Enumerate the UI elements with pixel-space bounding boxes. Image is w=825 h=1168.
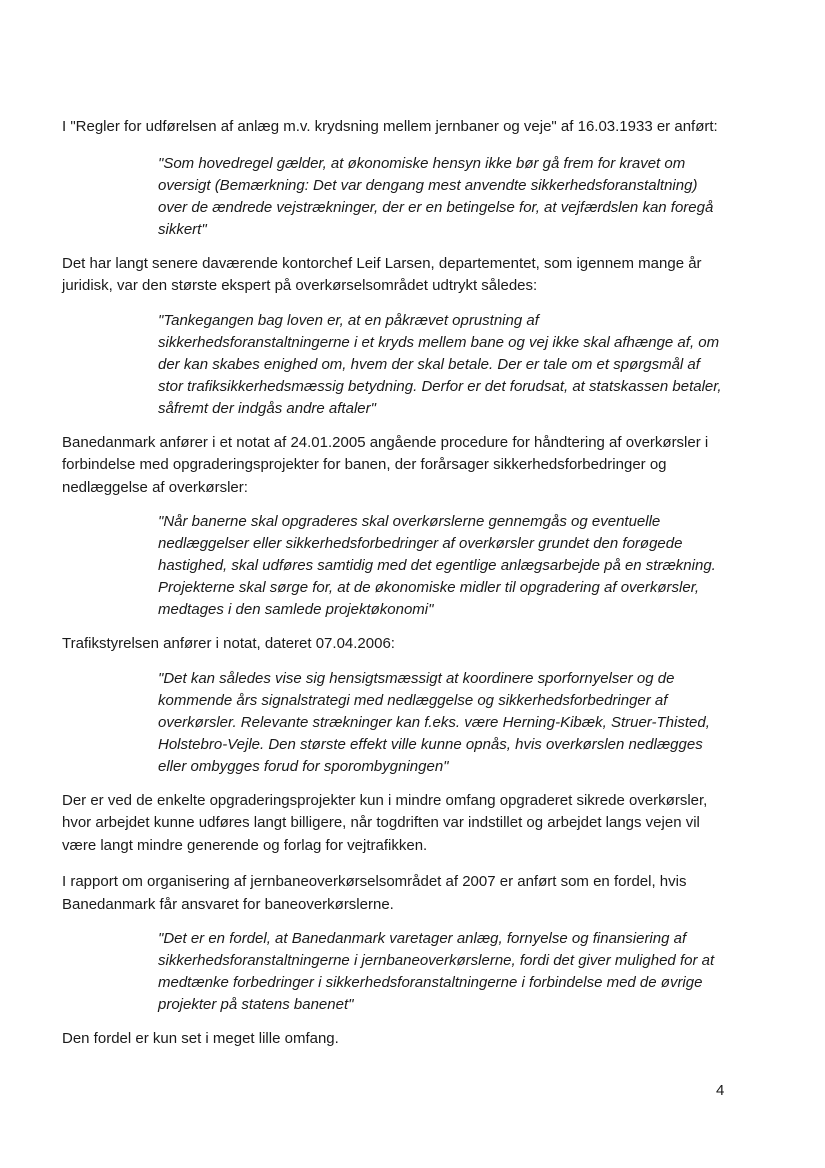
document-body — [62, 116, 730, 1051]
paragraph-regulation-1933: I "Regler for udførelsen af anlæg m.v. krydsning mellem jernbaner og veje" af 16.03.1933 er anført: — [62, 118, 718, 135]
page-number: 4 — [716, 1082, 725, 1099]
paragraph-banedanmark-notat: Banedanmark anfører i et notat af 24.01.2005 angående procedure for håndtering af overkørsler i forbindelse med opgraderingsprojekter for banen, der forårsager sikkerhedsforbedringer og nedlæggelse af overkørsler: — [62, 433, 709, 496]
quote-trafikstyrelsen: "Det kan således vise sig hensigtsmæssigt at koordinere sporfornyelser og de kommende års signalstrategi med nedlæggelse og sikkerhedsforbedringer af overkørsler. Relevante strækninger kan f.eks. være Herning-Kibæk, Struer-Thisted, Holstebro-Vejle. Den største effekt ville kunne opnås, hvis overkørslen nedlægges eller ombygges forud for sporombygningen" — [158, 669, 710, 775]
paragraph-conclusion: Den fordel er kun set i meget lille omfang. — [62, 1030, 339, 1047]
paragraph-opgraderingsprojekter: Der er ved de enkelte opgraderingsprojekter kun i mindre omfang opgraderet sikrede overkørsler, hvor arbejdet kunne udføres langt billigere, når togdriften var indstillet og arbejdet langs vejen vil være langt mindre generende og forlag for vejtrafikken. — [62, 791, 708, 854]
quote-regulation-1933: "Som hovedregel gælder, at økonomiske hensyn ikke bør gå frem for kravet om oversigt (Bemærkning: Det var dengang mest anvendte sikkerhedsforanstaltning) over de ændrede vejstrækninger, der er en betingelse for, at vejfærdslen kan foregå sikkert" — [158, 154, 714, 238]
quote-banedanmark-notat: "Når banerne skal opgraderes skal overkørslerne gennemgås og eventuelle nedlæggelser eller sikkerhedsforbedringer af overkørsler grundet den forøgede hastighed, skal udføres samtidig med det egentlige anlægsarbejde på en strækning. Projekterne skal sørge for, at de økonomiske midler til opgradering af overkørsler, medtages i den samlede projektøkonomi" — [158, 513, 716, 618]
quote-leif-larsen: "Tankegangen bag loven er, at en påkrævet oprustning af sikkerhedsforanstaltningerne i et kryds mellem bane og vej ikke skal afhænge af, om der kan skabes enighed om, hvem der skal betale. Der er tale om et spørgsmål af stor trafiksikkerhedsmæssig betydning. Derfor er det forudsat, at statskassen betaler, såfremt der indgås andre aftaler" — [158, 311, 722, 417]
paragraph-leif-larsen: Det har langt senere daværende kontorchef Leif Larsen, departementet, som igennem mange år juridisk, var den største ekspert på overkørselsområdet udtrykt således: — [62, 254, 702, 294]
paragraph-rapport-2007: I rapport om organisering af jernbaneoverkørselsområdet af 2007 er anført som en fordel, hvis Banedanmark får ansvaret for baneoverkørslerne. — [62, 873, 687, 913]
quote-rapport-2007: "Det er en fordel, at Banedanmark varetager anlæg, fornyelse og finansiering af sikkerhedsforanstaltningerne i jernbaneoverkørslerne, fordi det giver mulighed for at medtænke forbedringer i sikkerhedsforanstaltningerne i forbindelse med de øvrige projekter på statens banenet" — [158, 930, 715, 1013]
paragraph-trafikstyrelsen: Trafikstyrelsen anfører i notat, dateret 07.04.2006: — [62, 635, 395, 652]
